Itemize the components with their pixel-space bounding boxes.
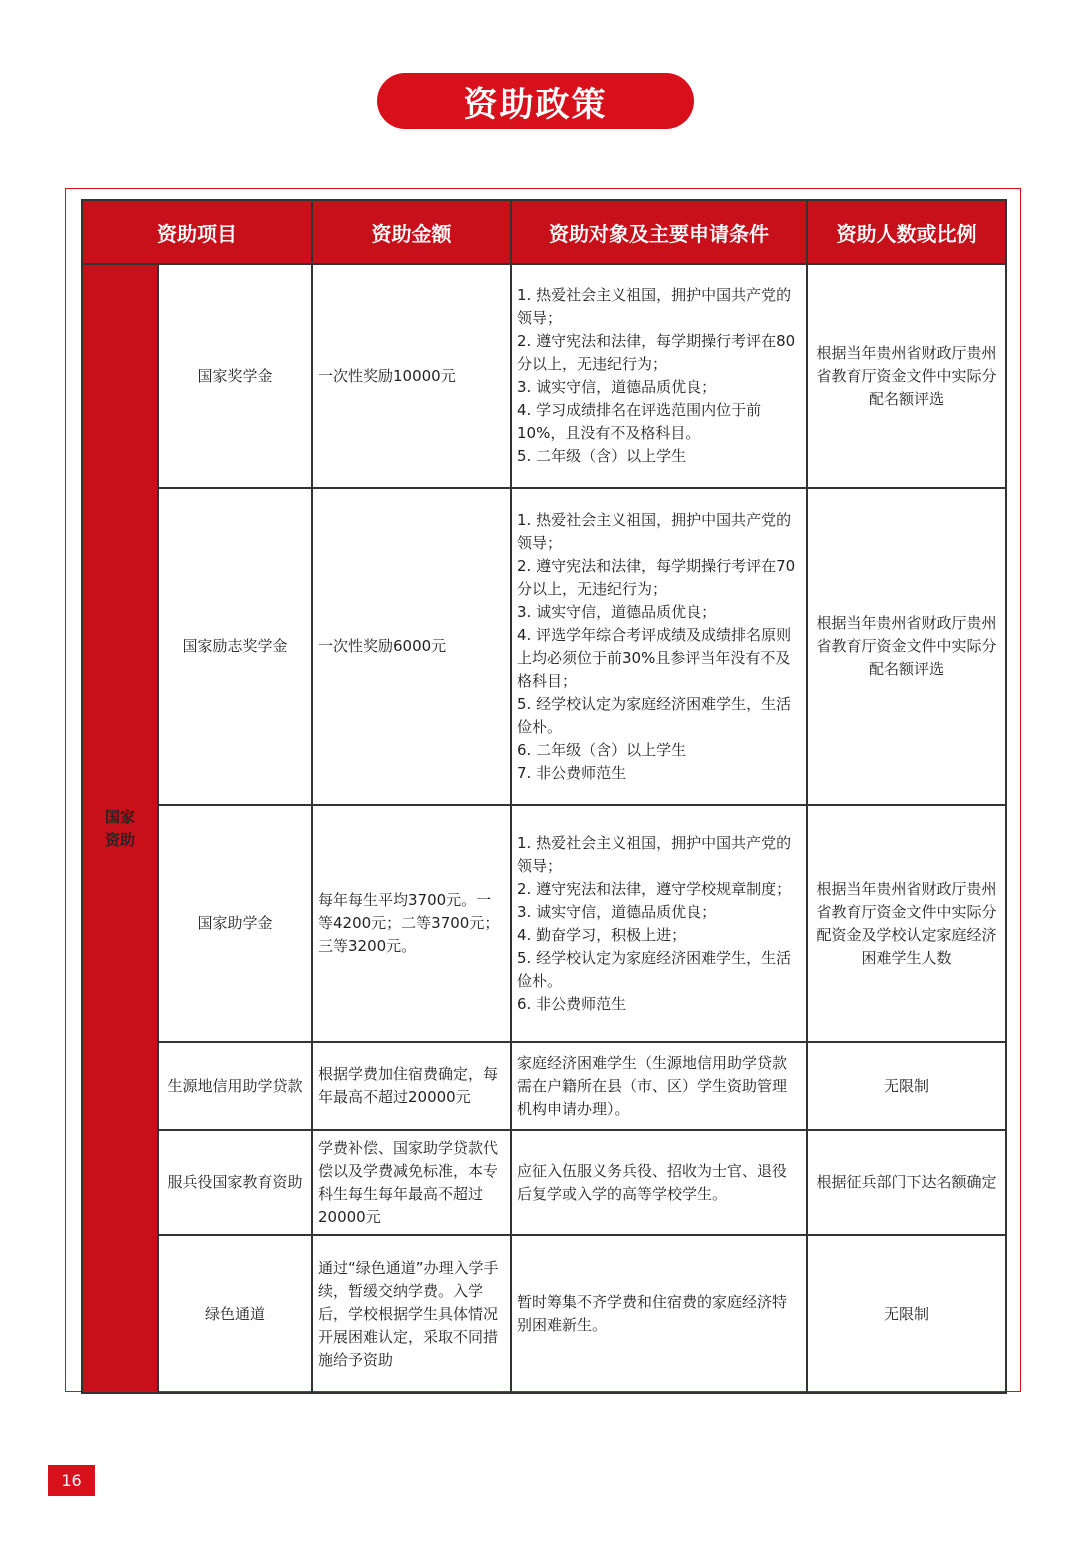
header-project: 资助项目 (82, 200, 312, 264)
category-cell (82, 264, 158, 1393)
row-conditions (511, 1042, 807, 1130)
row-quota: 根据当年贵州省财政厅贵州省教育厅资金文件中实际分配名额评选 (807, 488, 1006, 805)
condition-line: 3. 诚实守信，道德品质优良； (517, 902, 717, 921)
table-row (82, 488, 1006, 805)
condition-line: 家庭经济困难学生（生源地信用助学贷款需在户籍所在县（市、区）学生资助管理机构申请办理）。 (517, 1053, 788, 1118)
condition-line: 3. 诚实守信，道德品质优良； (517, 602, 717, 621)
row-amount: 一次性奖励10000元 (312, 264, 511, 488)
header-quota: 资助人数或比例 (807, 200, 1006, 264)
condition-line: 4. 勤奋学习，积极上进； (517, 925, 687, 944)
row-conditions (511, 264, 807, 488)
condition-line: 5. 经学校认定为家庭经济困难学生，生活俭朴。 (517, 694, 792, 736)
row-amount: 通过“绿色通道”办理入学手续，暂缓交纳学费。入学后，学校根据学生具体情况开展困难认定，采取不同措施给予资助 (312, 1235, 511, 1393)
condition-line: 4. 评选学年综合考评成绩及成绩排名原则上均必须位于前30%且参评当年没有不及格科目； (517, 625, 792, 690)
condition-line: 暂时筹集不齐学费和住宿费的家庭经济特别困难新生。 (517, 1293, 788, 1334)
table-row (82, 1042, 1006, 1130)
condition-line: 7. 非公费师范生 (517, 763, 627, 782)
condition-line: 1. 热爱社会主义祖国，拥护中国共产党的领导； (517, 510, 792, 552)
condition-line: 5. 经学校认定为家庭经济困难学生，生活俭朴。 (517, 948, 792, 990)
condition-line: 6. 二年级（含）以上学生 (517, 740, 687, 759)
category-label: 国家 资助 (104, 807, 135, 849)
condition-line: 应征入伍服义务兵役、招收为士官、退役后复学或入学的高等学校学生。 (517, 1161, 788, 1203)
table-row (82, 1130, 1006, 1235)
row-quota: 根据征兵部门下达名额确定 (807, 1130, 1006, 1235)
row-quota: 无限制 (807, 1042, 1006, 1130)
row-conditions (511, 805, 807, 1042)
row-name: 国家励志奖学金 (158, 488, 312, 805)
row-name: 生源地信用助学贷款 (158, 1042, 312, 1130)
condition-line: 3. 诚实守信，道德品质优良； (517, 378, 717, 396)
condition-line: 2. 遵守宪法和法律，每学期操行考评在80分以上，无违纪行为； (517, 332, 796, 373)
row-amount: 学费补偿、国家助学贷款代偿以及学费减免标准，本专科生每生每年最高不超过20000元 (312, 1130, 511, 1235)
table-row (82, 264, 1006, 488)
row-quota: 根据当年贵州省财政厅贵州省教育厅资金文件中实际分配资金及学校认定家庭经济困难学生人数 (807, 805, 1006, 1042)
row-conditions (511, 1130, 807, 1235)
row-name: 国家奖学金 (158, 264, 312, 488)
header-amount: 资助金额 (312, 200, 511, 264)
row-amount: 根据学费加住宿费确定，每年最高不超过20000元 (312, 1042, 511, 1130)
row-amount: 一次性奖励6000元 (312, 488, 511, 805)
condition-line: 6. 非公费师范生 (517, 994, 627, 1013)
row-name: 绿色通道 (158, 1235, 312, 1393)
condition-line: 1. 热爱社会主义祖国，拥护中国共产党的领导； (517, 833, 792, 875)
row-conditions (511, 1235, 807, 1393)
header-conditions: 资助对象及主要申请条件 (511, 200, 807, 264)
condition-line: 5. 二年级（含）以上学生 (517, 447, 687, 465)
row-name: 服兵役国家教育资助 (158, 1130, 312, 1235)
row-quota: 根据当年贵州省财政厅贵州省教育厅资金文件中实际分配名额评选 (807, 264, 1006, 488)
condition-line: 4. 学习成绩排名在评选范围内位于前10%，且没有不及格科目。 (517, 401, 762, 442)
policy-table (81, 199, 1007, 1394)
table-header-row (82, 200, 1006, 264)
condition-line: 2. 遵守宪法和法律，每学期操行考评在70分以上，无违纪行为； (517, 556, 796, 598)
page-number: 16 (48, 1465, 95, 1496)
condition-line: 2. 遵守宪法和法律，遵守学校规章制度； (517, 879, 792, 898)
row-quota: 无限制 (807, 1235, 1006, 1393)
row-name: 国家助学金 (158, 805, 312, 1042)
table-row (82, 1235, 1006, 1393)
table-row (82, 805, 1006, 1042)
row-conditions (511, 488, 807, 805)
condition-line: 1. 热爱社会主义祖国，拥护中国共产党的领导； (517, 286, 792, 327)
page-title: 资助政策 (377, 73, 694, 129)
row-amount: 每年每生平均3700元。一等4200元；二等3700元；三等3200元。 (312, 805, 511, 1042)
